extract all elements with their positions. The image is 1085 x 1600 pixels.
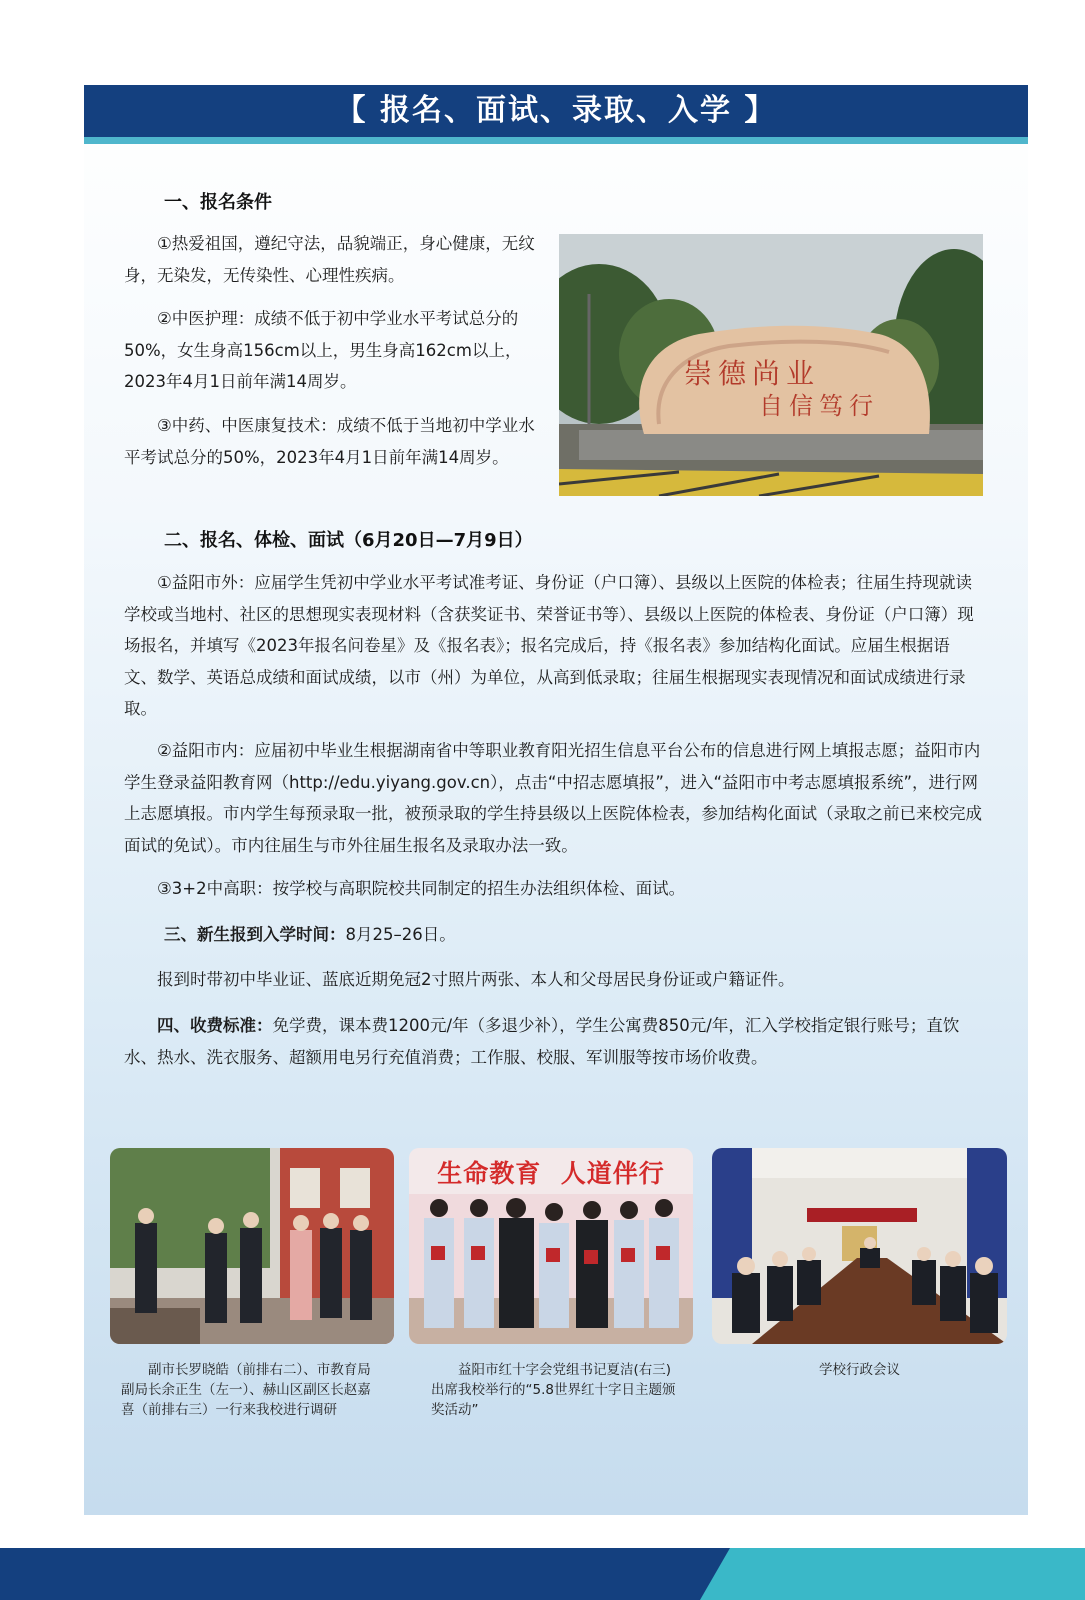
- rock-inscription-line-1: 崇德尚业: [684, 357, 821, 390]
- section-4-text: 免学费，课本费1200元/年（多退少补），学生公寓费850元/年，汇入学校指定银行账号；直饮水、热水、洗衣服务、超额用电另行充值消费；工作服、校服、军训服等按市场价收费。: [124, 1016, 960, 1067]
- page-title: 【 报名、面试、录取、入学 】: [84, 85, 1028, 137]
- section-3-note: 报到时带初中毕业证、蓝底近期免冠2寸照片两张、本人和父母居民身份证或户籍证件。: [157, 970, 795, 989]
- section-2-item-1: ①益阳市外：应届学生凭初中学业水平考试准考证、身份证（户口簿）、县级以上医院的体检表；往届生持现就读学校或当地村、社区的思想现实表现材料（含获奖证书、荣誉证书等）、县级以上医院的体检表、身份证（户口簿）现场报名，并填写《2023年报名问卷星》及《报名表》；报名完成后，持《报名表》参加结构化面试。应届生根据语文、数学、英语总成绩和面试成绩，以市（州）为单位，从高到低录取；往届生根据现实表现情况和面试成绩进行录取。: [124, 573, 974, 718]
- section-4-paragraph: [124, 1010, 982, 1073]
- section-2-item-3: ③3+2中高职：按学校与高职院校共同制定的招生办法组织体检、面试。: [157, 879, 686, 898]
- section-2-heading: 二、报名、体检、面试（6月20日—7月9日）: [164, 530, 533, 551]
- section-1-item-2: ②中医护理：成绩不低于初中学业水平考试总分的50%，女生身高156cm以上，男生身高162cm以上，2023年4月1日前年满14周岁。: [124, 309, 522, 391]
- section-1-item-3: ③中药、中医康复技术：成绩不低于当地初中学业水平考试总分的50%，2023年4月1日前年满14周岁。: [124, 416, 535, 467]
- rock-inscription-line-2: 自信笃行: [759, 392, 879, 420]
- gallery-caption-2: 益阳市红十字会党组书记夏洁(右三)出席我校举行的“5.8世界红十字日主题颁奖活动”: [431, 1362, 676, 1418]
- gallery-caption-1: 副市长罗晓皓（前排右二）、市教育局副局长余正生（左一）、赫山区副区长赵嘉喜（前排右三）一行来我校进行调研: [121, 1362, 371, 1418]
- gallery-photo-award: [409, 1148, 693, 1344]
- section-1-heading: 一、报名条件: [164, 192, 272, 213]
- section-4-label: 四、收费标准：: [157, 1016, 273, 1035]
- campus-rock-photo: [559, 234, 983, 496]
- section-3-line: [164, 919, 982, 951]
- section-1-item-1: ①热爱祖国，遵纪守法，品貌端正，身心健康，无纹身，无染发，无传染性、心理性疾病。: [124, 234, 535, 285]
- award-banner-text: 生命教育 人道伴行: [437, 1159, 665, 1188]
- section-2-item-2: ②益阳市内：应届初中毕业生根据湖南省中等职业教育阳光招生信息平台公布的信息进行网上填报志愿；益阳市内学生登录益阳教育网（http://edu.yiyang.gov.cn），点击“中招志愿填报”，进入“益阳市中考志愿填报系统”，进行网上志愿填报。市内学生每预录取一批，被预录取的学生持县级以上医院体检表，参加结构化面试（录取之前已来校完成面试的免试）。市内往届生与市外往届生报名及录取办法一致。: [124, 741, 982, 855]
- gallery-photo-visit: [110, 1148, 394, 1344]
- section-3-label: 三、新生报到入学时间：: [164, 925, 346, 944]
- gallery-caption-3: 学校行政会议: [819, 1362, 900, 1378]
- section-3-date: 8月25–26日。: [345, 925, 456, 944]
- gallery-photo-meeting: [712, 1148, 1007, 1344]
- title-accent-stripe: [84, 137, 1028, 144]
- footer-accent: [700, 1548, 1085, 1600]
